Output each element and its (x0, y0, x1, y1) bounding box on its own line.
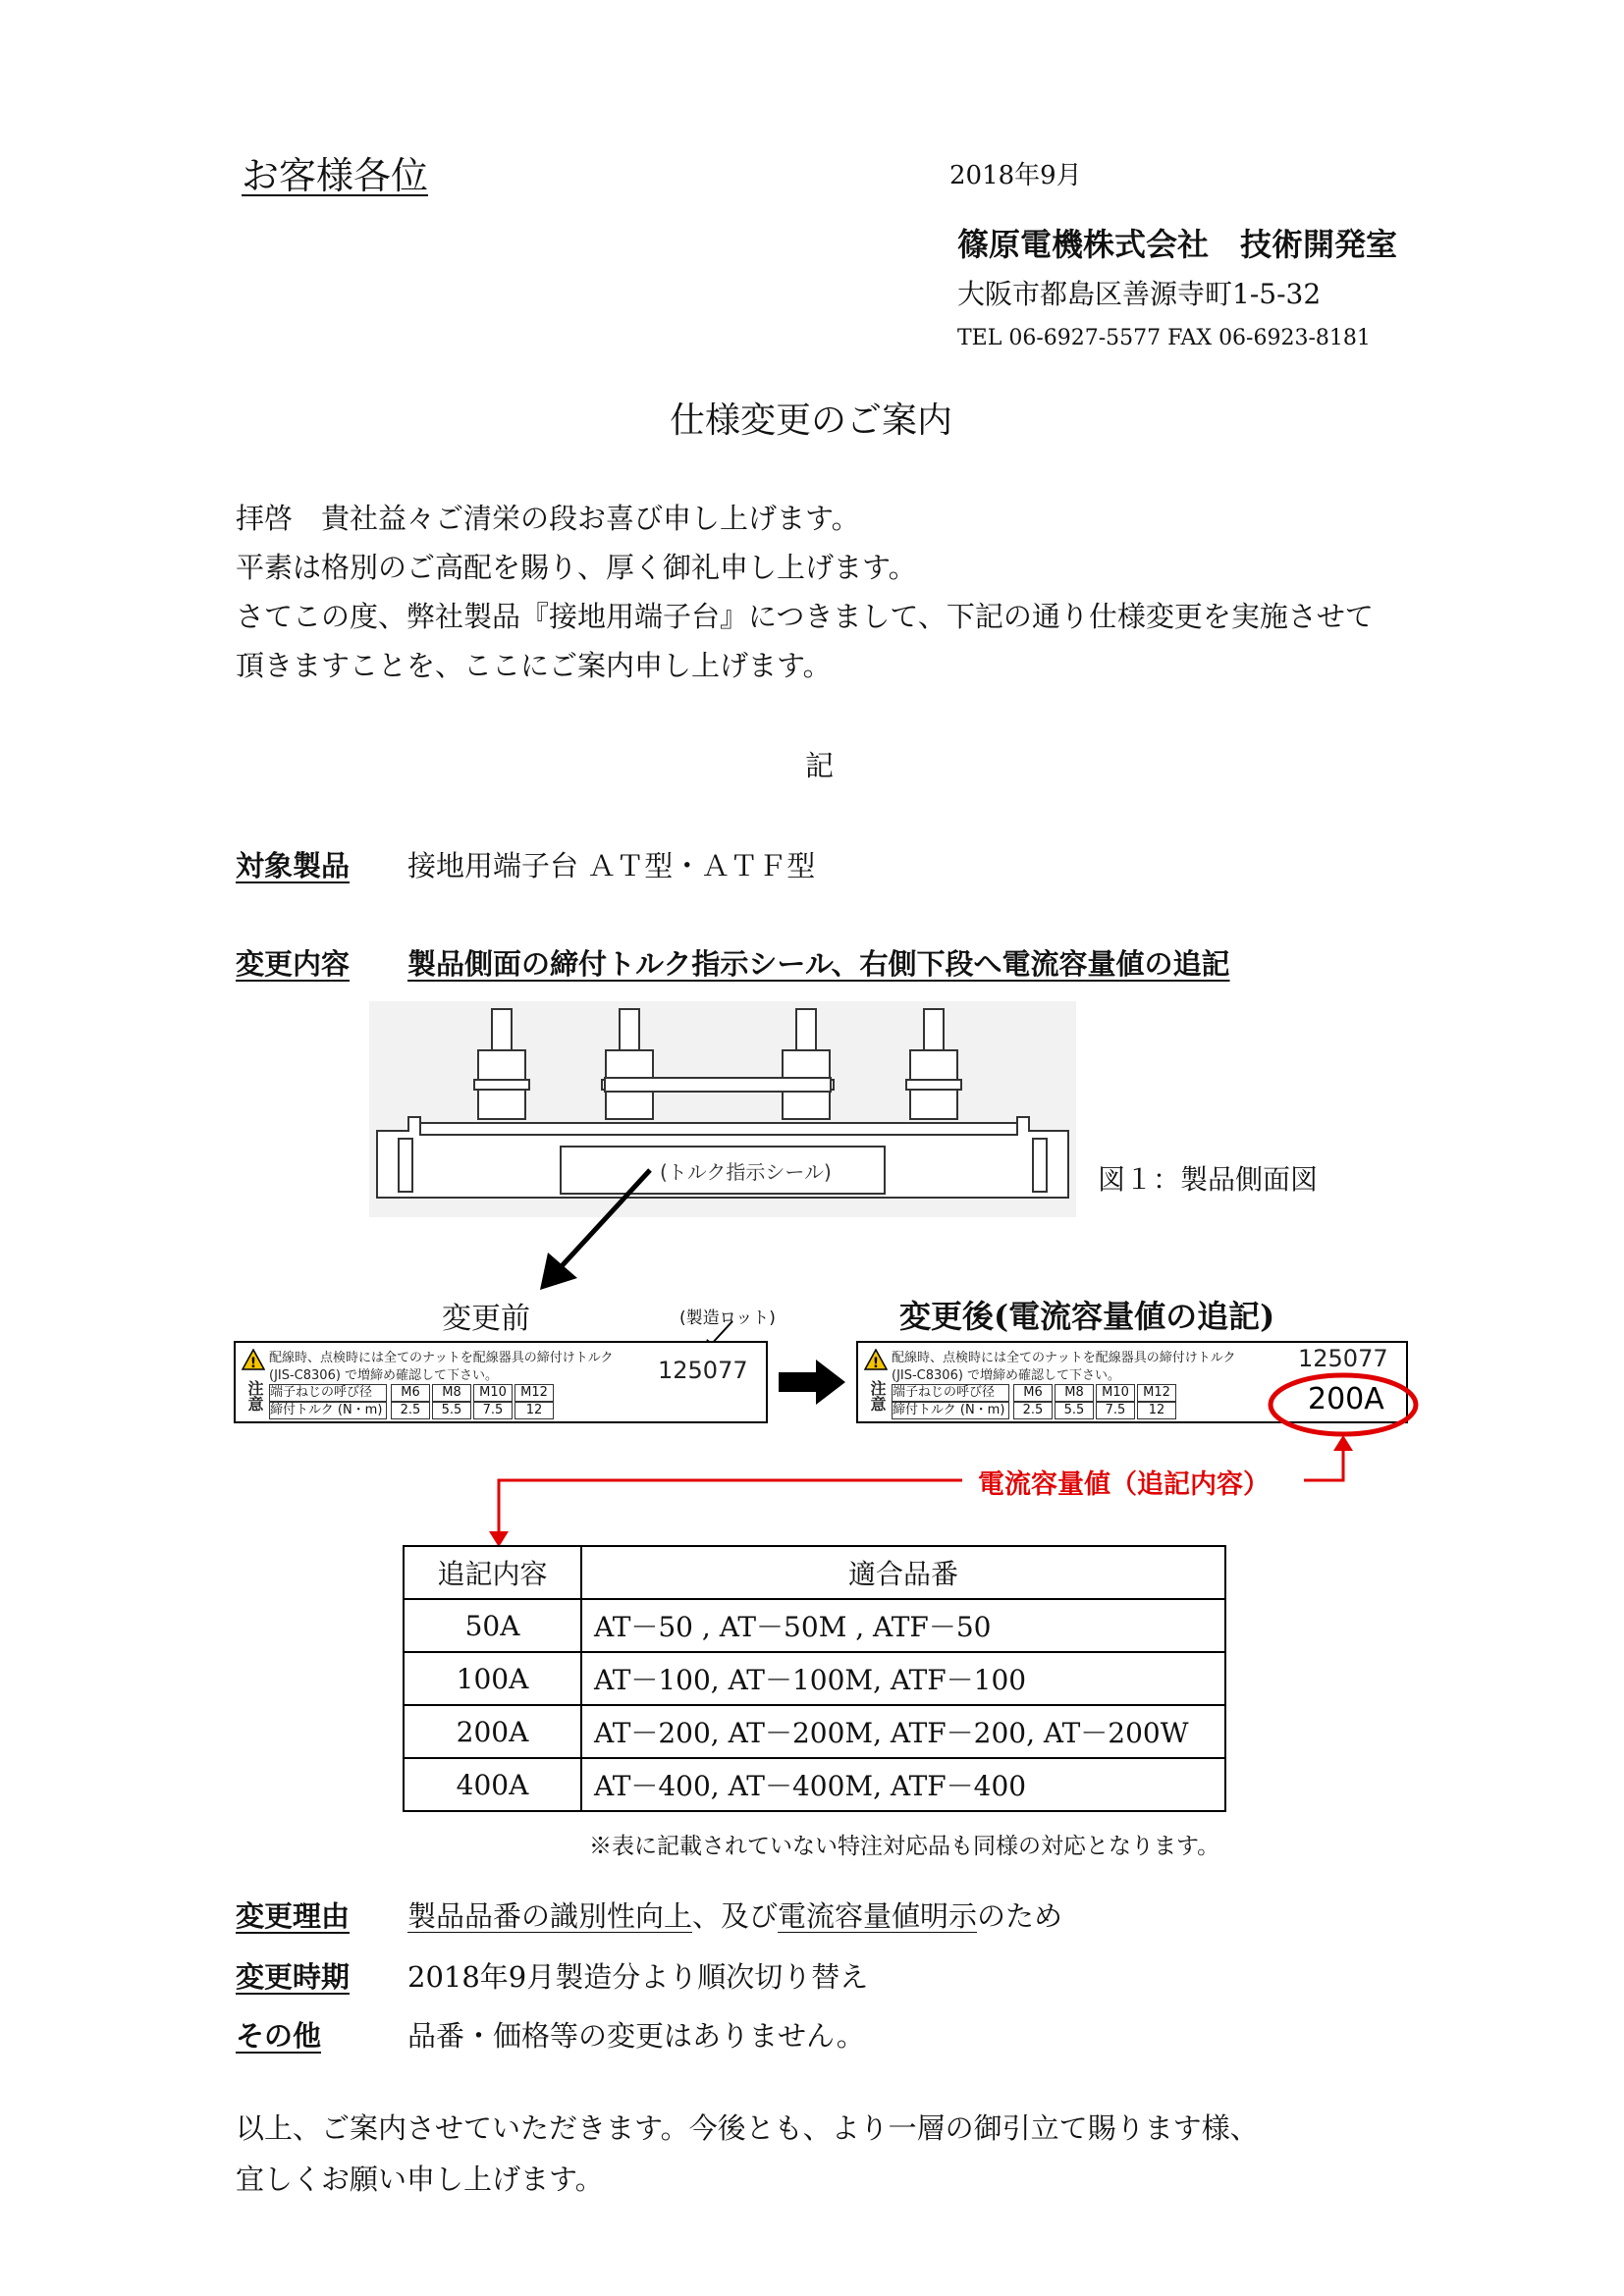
table-header-content: 追記内容 (404, 1546, 581, 1599)
current-note: 電流容量値（追記内容） (978, 1469, 1270, 1500)
product-table (403, 1545, 1226, 1812)
torque-row1-label: 端子ねじの呼び径 (269, 1384, 387, 1402)
torque-v6-after: 2.5 (1013, 1402, 1053, 1419)
greeting-line-3: さてこの度、弊社製品『接地用端子台』につきまして、下記の通り仕様変更を実施させて (236, 600, 1374, 633)
torque-v8: 5.5 (432, 1402, 471, 1419)
reason-part-a: 製品品番の識別性向上 (407, 1899, 693, 1933)
company-name: 篠原電機株式会社 技術開発室 (957, 226, 1398, 263)
torque-m8-after: M8 (1055, 1384, 1094, 1402)
lot-label: (製造ロット) (679, 1308, 776, 1328)
torque-seal-callout: (トルク指示シール) (660, 1160, 832, 1184)
caution-text-after: 配線時、点検時には全てのナットを配線器具の締付けトルク (892, 1351, 1236, 1365)
table-header-models: 適合品番 (581, 1546, 1225, 1599)
right-arrow (779, 1358, 847, 1407)
table-row (404, 1758, 1225, 1811)
company-address: 大阪市都島区善源寺町1-5-32 (957, 278, 1322, 310)
warning-icon-after (864, 1349, 888, 1370)
reason-part-b: 、及び (692, 1899, 779, 1933)
table-cell-models: AT－50 , AT－50M , ATF－50 (581, 1599, 1225, 1652)
svg-text:!: ! (872, 1356, 880, 1370)
caution-label-after: 注意 (868, 1380, 887, 1412)
greeting-line-1: 拝啓 貴社益々ご清栄の段お喜び申し上げます。 (236, 502, 860, 535)
current-value: 200A (1308, 1382, 1384, 1416)
timing-label: 変更時期 (236, 1960, 351, 1994)
lot-number: 125077 (658, 1357, 748, 1384)
torque-m8: M8 (432, 1384, 471, 1402)
recipient: お客様各位 (242, 154, 429, 197)
svg-text:!: ! (249, 1356, 257, 1370)
greeting-line-2: 平素は格別のご高配を賜り、厚く御礼申し上げます。 (236, 551, 917, 584)
table-row (404, 1705, 1225, 1758)
table-cell-models: AT－100, AT－100M, ATF－100 (581, 1652, 1225, 1705)
change-value: 製品側面の締付トルク指示シール、右側下段へ電流容量値の追記 (407, 947, 1230, 981)
torque-row2-label-after: 締付トルク (N・m) (892, 1402, 1009, 1419)
torque-v12-after: 12 (1137, 1402, 1176, 1419)
other-label: その他 (236, 2019, 322, 2053)
torque-row1-label-after: 端子ねじの呼び径 (892, 1384, 1009, 1402)
before-label: 変更前 (442, 1302, 530, 1336)
torque-m10: M10 (473, 1384, 513, 1402)
torque-m12-after: M12 (1137, 1384, 1176, 1402)
torque-v10: 7.5 (473, 1402, 513, 1419)
product-side-view (369, 1001, 1076, 1217)
torque-v10-after: 7.5 (1096, 1402, 1135, 1419)
caution-label: 注意 (245, 1380, 264, 1412)
reason-part-c: 電流容量値明示 (778, 1899, 978, 1933)
reason-part-d: のため (977, 1899, 1063, 1933)
torque-m6-after: M6 (1013, 1384, 1053, 1402)
table-cell-current: 100A (404, 1652, 581, 1705)
torque-row2-label: 締付トルク (N・m) (269, 1402, 387, 1419)
greeting-line-4: 頂きますことを、ここにご案内申し上げます。 (236, 649, 832, 682)
ki-mark: 記 (805, 749, 835, 782)
current-highlight (1265, 1370, 1422, 1439)
date: 2018年9月 (949, 161, 1082, 190)
change-label: 変更内容 (236, 947, 351, 981)
lot-number-after: 125077 (1298, 1345, 1388, 1372)
table-row (404, 1599, 1225, 1652)
caution-text: 配線時、点検時には全てのナットを配線器具の締付けトルク (269, 1351, 614, 1365)
table-cell-current: 400A (404, 1758, 581, 1811)
table-cell-current: 200A (404, 1705, 581, 1758)
torque-v12: 12 (514, 1402, 554, 1419)
target-value: 接地用端子台 ＡＴ型・ＡＴＦ型 (407, 849, 816, 882)
torque-m10-after: M10 (1096, 1384, 1135, 1402)
table-cell-current: 50A (404, 1599, 581, 1652)
table-row (404, 1652, 1225, 1705)
reason-label: 変更理由 (236, 1899, 351, 1933)
torque-v6: 2.5 (391, 1402, 430, 1419)
company-contact: TEL 06-6927-5577 FAX 06-6923-8181 (957, 326, 1371, 350)
table-note: ※表に記載されていない特注対応品も同様の対応となります。 (589, 1834, 1220, 1859)
torque-v8-after: 5.5 (1055, 1402, 1094, 1419)
torque-m12: M12 (514, 1384, 554, 1402)
after-label: 変更後(電流容量値の追記) (899, 1298, 1275, 1335)
seal-before (234, 1341, 768, 1423)
timing-value: 2018年9月製造分より順次切り替え (407, 1960, 869, 1994)
document-title: 仕様変更のご案内 (670, 400, 953, 441)
caution-text-2: (JIS-C8306) で増締め確認して下さい。 (269, 1368, 499, 1383)
diagonal-arrow (530, 1158, 668, 1296)
table-cell-models: AT－400, AT－400M, ATF－400 (581, 1758, 1225, 1811)
warning-icon (242, 1349, 265, 1370)
other-value: 品番・価格等の変更はありません。 (407, 2019, 865, 2053)
table-cell-models: AT－200, AT－200M, ATF－200, AT－200W (581, 1705, 1225, 1758)
figure-caption: 図１：製品側面図 (1098, 1163, 1319, 1196)
target-label: 対象製品 (236, 849, 351, 882)
caution-text-2-after: (JIS-C8306) で増締め確認して下さい。 (892, 1368, 1121, 1383)
torque-m6: M6 (391, 1384, 430, 1402)
closing-line-1: 以上、ご案内させていただきます。今後とも、より一層の御引立て賜ります様、 (236, 2111, 1259, 2145)
reason-value (407, 1895, 1062, 1935)
closing-line-2: 宜しくお願い申し上げます。 (236, 2163, 604, 2196)
